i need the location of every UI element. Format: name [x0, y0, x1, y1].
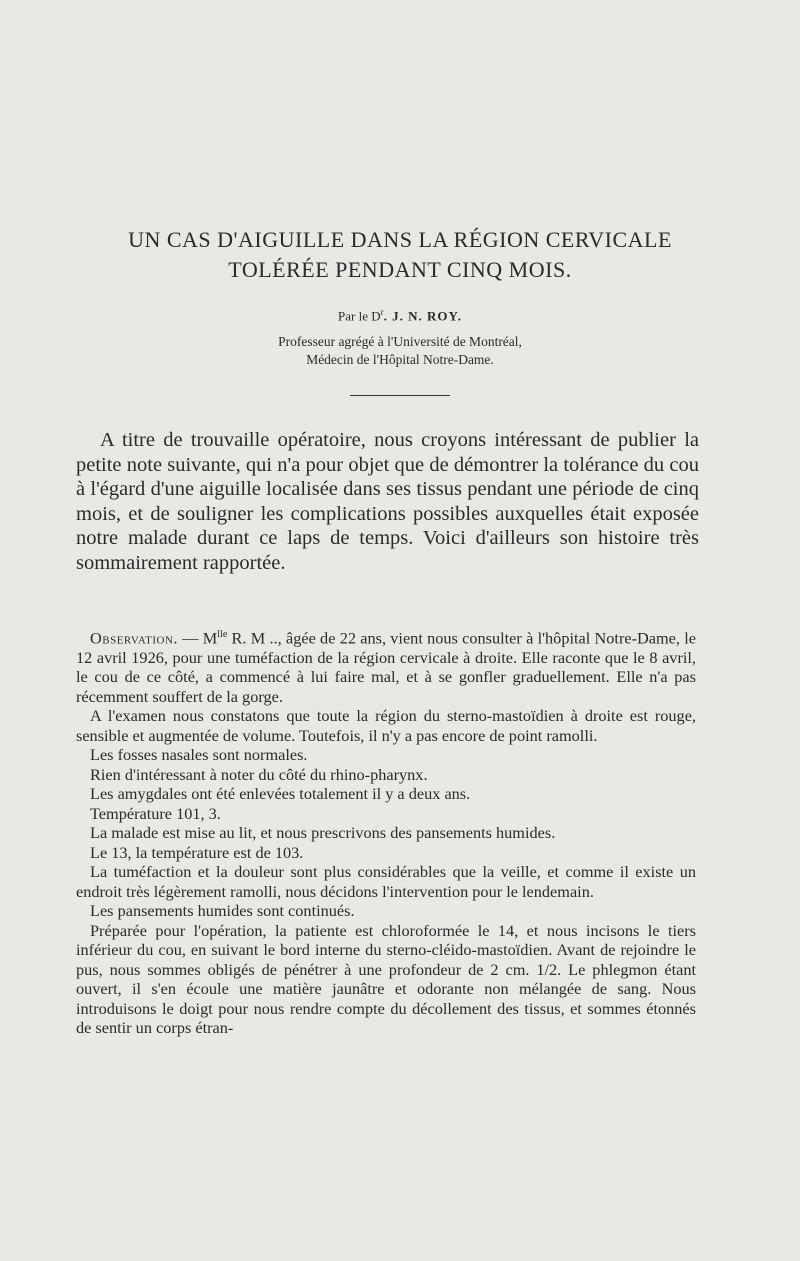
author-byline [60, 307, 740, 324]
title-divider [350, 395, 450, 396]
observation-paragraph: La tuméfaction et la douleur sont plus considérables que la veille, et comme il existe un endroit très légèrement ramolli, nous décidons l'intervention pour le lendemain. [76, 862, 696, 901]
observation-dash: — M [177, 628, 218, 648]
observation-paragraph: La malade est mise au lit, et nous prescrivons des pansements humides. [90, 823, 556, 843]
observation-paragraph: Les fosses nasales sont normales. [90, 745, 308, 765]
observation-paragraph: Les amygdales ont été enlevées totalement il y a deux ans. [90, 784, 471, 804]
observation-paragraph: Rien d'intéressant à noter du côté du rhino-pharynx. [90, 764, 428, 784]
observation-label: Observation. [90, 628, 178, 648]
observation-first-paragraph [76, 625, 696, 706]
observation-first-text: R. M .., âgée de 22 ans, vient nous consulter à l'hôpital Notre-Dame, le 12 avril 1926, pour une tuméfaction de la région cervicale à droite. Elle raconte que le 8 avril, le cou de ce côté, a commencé à lui faire mal, et à se gonfler graduellement. Elle n'a pas récemment souffert de la gorge. [76, 628, 696, 706]
observation-paragraph: Les pansements humides sont continués. [90, 901, 355, 921]
observation-paragraph: Le 13, la température est de 103. [90, 842, 304, 862]
observation-paragraph: Préparée pour l'opération, la patiente est chloroformée le 14, et nous incisons le tiers inférieur du cou, en suivant le bord interne du sterno-cléido-mastoïdien. Avant de rejoindre le pus, nous sommes obligés de pénétrer à une profondeur de 2 cm. 1/2. Le phlegmon étant ouvert, il s'en écoule une matière jaunâtre et odorante non mélangée de sang. Nous introduisons le doigt pour nous rendre compte du décollement des tissus, et sommes étonnés de sentir un corps étran- [76, 920, 696, 1038]
byline-superscript: r [380, 307, 384, 317]
article-title-line-1: UN CAS D'AIGUILLE DANS LA RÉGION CERVICALE [128, 227, 672, 252]
article-title-line-2: TOLÉRÉE PENDANT CINQ MOIS. [228, 257, 572, 282]
observation-paragraph: A l'examen nous constatons que toute la région du sterno-mastoïdien à droite est rouge, sensible et augmentée de volume. Toutefois, il n'y a pas encore de point ramolli. [76, 706, 696, 745]
intro-paragraph: A titre de trouvaille opératoire, nous croyons intéressant de publier la petite note suivante, qui n'a pour objet que de démontrer la tolérance du cou à l'égard d'une aiguille localisée dans ses tissus pendant une période de cinq mois, et de souligner les complications possibles auxquelles était exposée notre malade durant ce laps de temps. Voici d'ailleurs son histoire très sommairement rapportée. [76, 429, 699, 574]
byline-prefix: Par le D [338, 308, 381, 324]
author-name: . J. N. ROY. [383, 308, 462, 324]
observation-section [76, 625, 696, 1038]
author-affiliation-2: Médecin de l'Hôpital Notre-Dame. [306, 352, 494, 367]
observation-superscript: lle [217, 629, 228, 640]
observation-paragraph: Température 101, 3. [90, 803, 221, 823]
author-affiliation-1: Professeur agrégé à l'Université de Montréal, [278, 334, 522, 349]
